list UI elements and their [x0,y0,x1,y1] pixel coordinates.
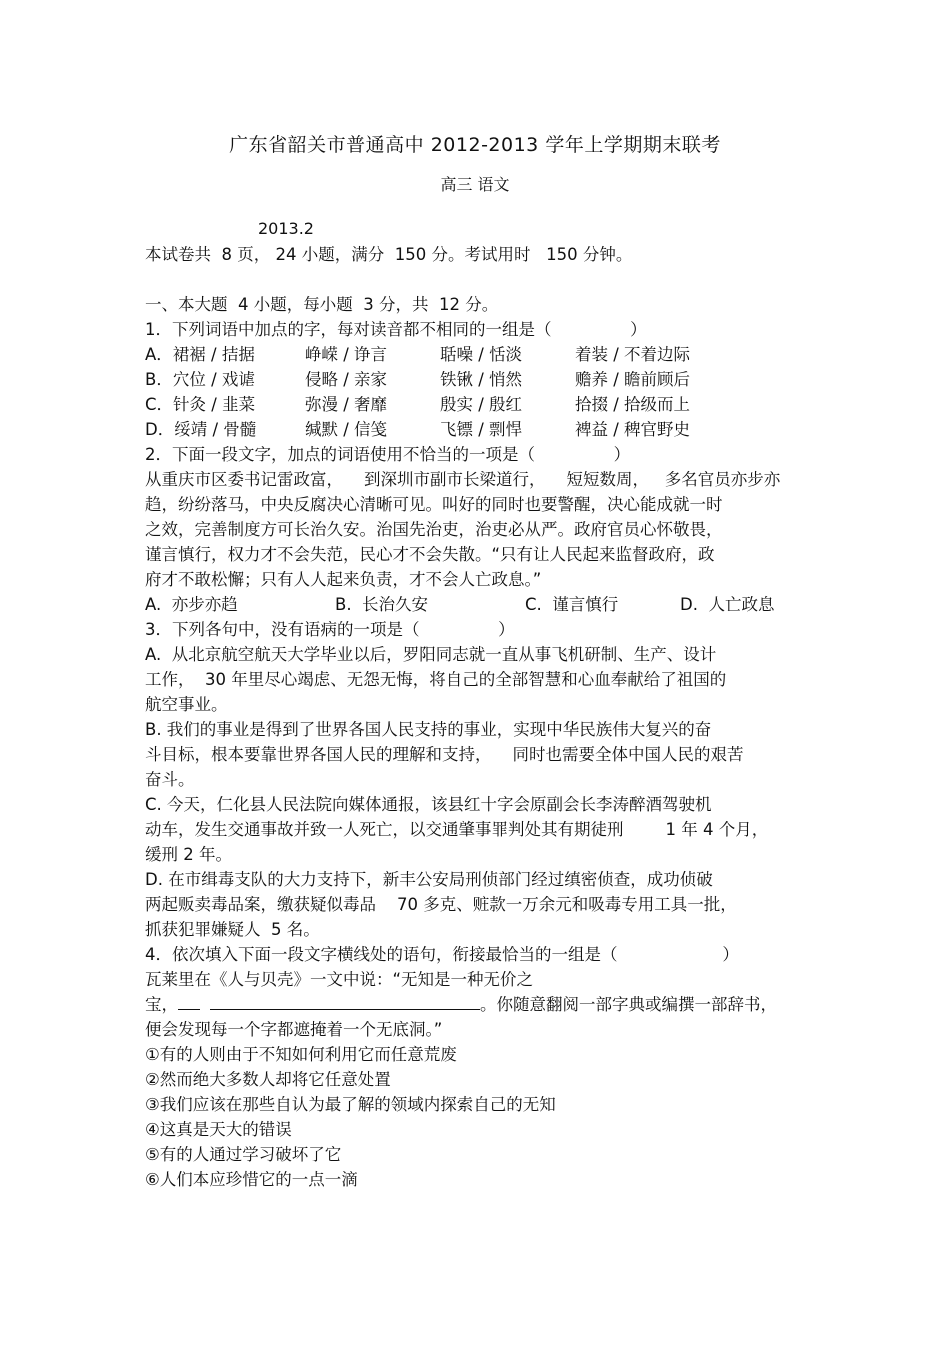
question-3-line: A. 从北京航空航天大学毕业以后，罗阳同志就一直从事飞机研制、生产、设计 [145,645,717,664]
option-cell: D．绥靖 / 骨髓 [145,420,257,439]
option-cell: 裨益 / 稗官野史 [575,420,691,439]
option-cell: 弥漫 / 奢靡 [305,395,388,414]
question-2-stem: 2．下面一段文字，加点的词语使用不恰当的一项是（ ） [145,445,631,464]
question-4-passage-line: 瓦莱里在《人与贝壳》一文中说：“无知是一种无价之 [145,970,534,989]
option-cell: 殷实 / 殷红 [440,395,523,414]
question-4-passage-line [145,992,825,1017]
question-4-choice: ③我们应该在那些自认为最了解的领域内探索自己的无知 [145,1095,556,1114]
question-4-choice: ②然而绝大多数人却将它任意处置 [145,1070,391,1089]
option-cell: 聒噪 / 恬淡 [440,345,523,364]
question-3-line: 两起贩卖毒品案，缴获疑似毒品 70 多克、赃款一万余元和吸毒专用工具一批， [145,895,737,914]
question-3-stem: 3．下列各句中，没有语病的一项是（ ） [145,620,515,639]
question-3-line: 缓刑 2 年。 [145,845,232,864]
question-3-line: 工作， 30 年里尽心竭虑、无怨无悔，将自己的全部智慧和心血奉献给了祖国的 [145,670,727,689]
question-4-passage-line: 便会发现每一个字都遮掩着一个无底洞。” [145,1020,443,1039]
fill-blank [210,1009,480,1010]
question-2-passage-line: 之效，完善制度方可长治久安。治国先治吏，治吏必从严。政府官员心怀敬畏， [145,520,723,539]
option-cell: B．穴位 / 戏谑 [145,370,255,389]
section-heading: 一、本大题 4 小题，每小题 3 分，共 12 分。 [145,295,499,314]
option-cell: A．裙裾 / 拮据 [145,345,255,364]
question-3-line: D. 在市缉毒支队的大力支持下，新丰公安局刑侦部门经过缜密侦查，成功侦破 [145,870,713,889]
question-3-line: C. 今天，仁化县人民法院向媒体通报，该县红十字会原副会长李涛醉酒驾驶机 [145,795,712,814]
option-cell: 拾掇 / 拾级而上 [575,395,691,414]
option-cell: 赡养 / 瞻前顾后 [575,370,691,389]
passage-suffix: 。你随意翻阅一部字典或编撰一部辞书， [480,995,777,1014]
question-2-passage-line: 从重庆市区委书记雷政富， 到深圳市副市长梁道行， 短短数周， 多名官员亦步亦 [145,470,781,489]
option-cell: 着装 / 不着边际 [575,345,691,364]
question-3-line: 抓获犯罪嫌疑人 5 名。 [145,920,320,939]
question-3-line: 斗目标，根本要靠世界各国人民的理解和支持， 同时也需要全体中国人民的艰苦 [145,745,744,764]
option-cell: 侵略 / 亲家 [305,370,388,389]
option-cell: 飞镖 / 剽悍 [440,420,523,439]
option-cell: 铁锹 / 悄然 [440,370,523,389]
option-a: A. 亦步亦趋 [145,595,238,614]
question-4-choice: ⑥人们本应珍惜它的一点一滴 [145,1170,358,1189]
question-1-option-b [145,367,825,392]
question-4-stem: 4．依次填入下面一段文字横线处的语句，衔接最恰当的一组是（ ） [145,945,739,964]
question-3-line: 航空事业。 [145,695,228,714]
question-4-choice: ⑤有的人通过学习破坏了它 [145,1145,342,1164]
question-2-passage-line: 谨言慎行，权力才不会失范，民心才不会失散。“只有让人民起来监督政府，政 [145,545,715,564]
option-cell: C．针灸 / 韭菜 [145,395,256,414]
question-1-option-a [145,342,825,367]
option-cell: 峥嵘 / 诤言 [305,345,388,364]
question-2-passage-line: 府才不敢松懈；只有人人起来负责，才不会人亡政息。” [145,570,542,589]
question-1-option-d [145,417,825,442]
question-1-option-c [145,392,825,417]
exam-title: 广东省韶关市普通高中 2012-2013 学年上学期期末联考 [229,134,721,156]
question-2-passage-line: 趋，纷纷落马，中央反腐决心清晰可见。叫好的同时也要警醒，决心能成就一时 [145,495,723,514]
exam-body [145,242,825,1192]
passage-prefix: 宝， [145,995,178,1014]
option-d: D. 人亡政息 [680,595,775,614]
question-3-line: 奋斗。 [145,770,195,789]
option-b: B. 长治久安 [335,595,429,614]
question-1-stem: 1．下列词语中加点的字，每对读音都不相同的一组是（ ） [145,320,647,339]
exam-info: 本试卷共 8 页， 24 小题，满分 150 分。考试用时 150 分钟。 [145,245,633,264]
fill-blank [178,1009,200,1010]
option-c: C. 谨言慎行 [525,595,619,614]
exam-date: 2013.2 [258,219,314,238]
question-4-choice: ④这真是天大的错误 [145,1120,292,1139]
question-4-choice: ①有的人则由于不知如何利用它而任意荒废 [145,1045,457,1064]
option-cell: 缄默 / 信笺 [305,420,388,439]
question-3-line: 动车，发生交通事故并致一人死亡，以交通肇事罪判处其有期徒刑 1 年 4 个月， [145,820,769,839]
question-3-line: B. 我们的事业是得到了世界各国人民支持的事业，实现中华民族伟大复兴的奋 [145,720,712,739]
question-2-options [145,592,825,617]
spacer [145,267,825,292]
exam-subtitle: 高三 语文 [440,175,510,194]
